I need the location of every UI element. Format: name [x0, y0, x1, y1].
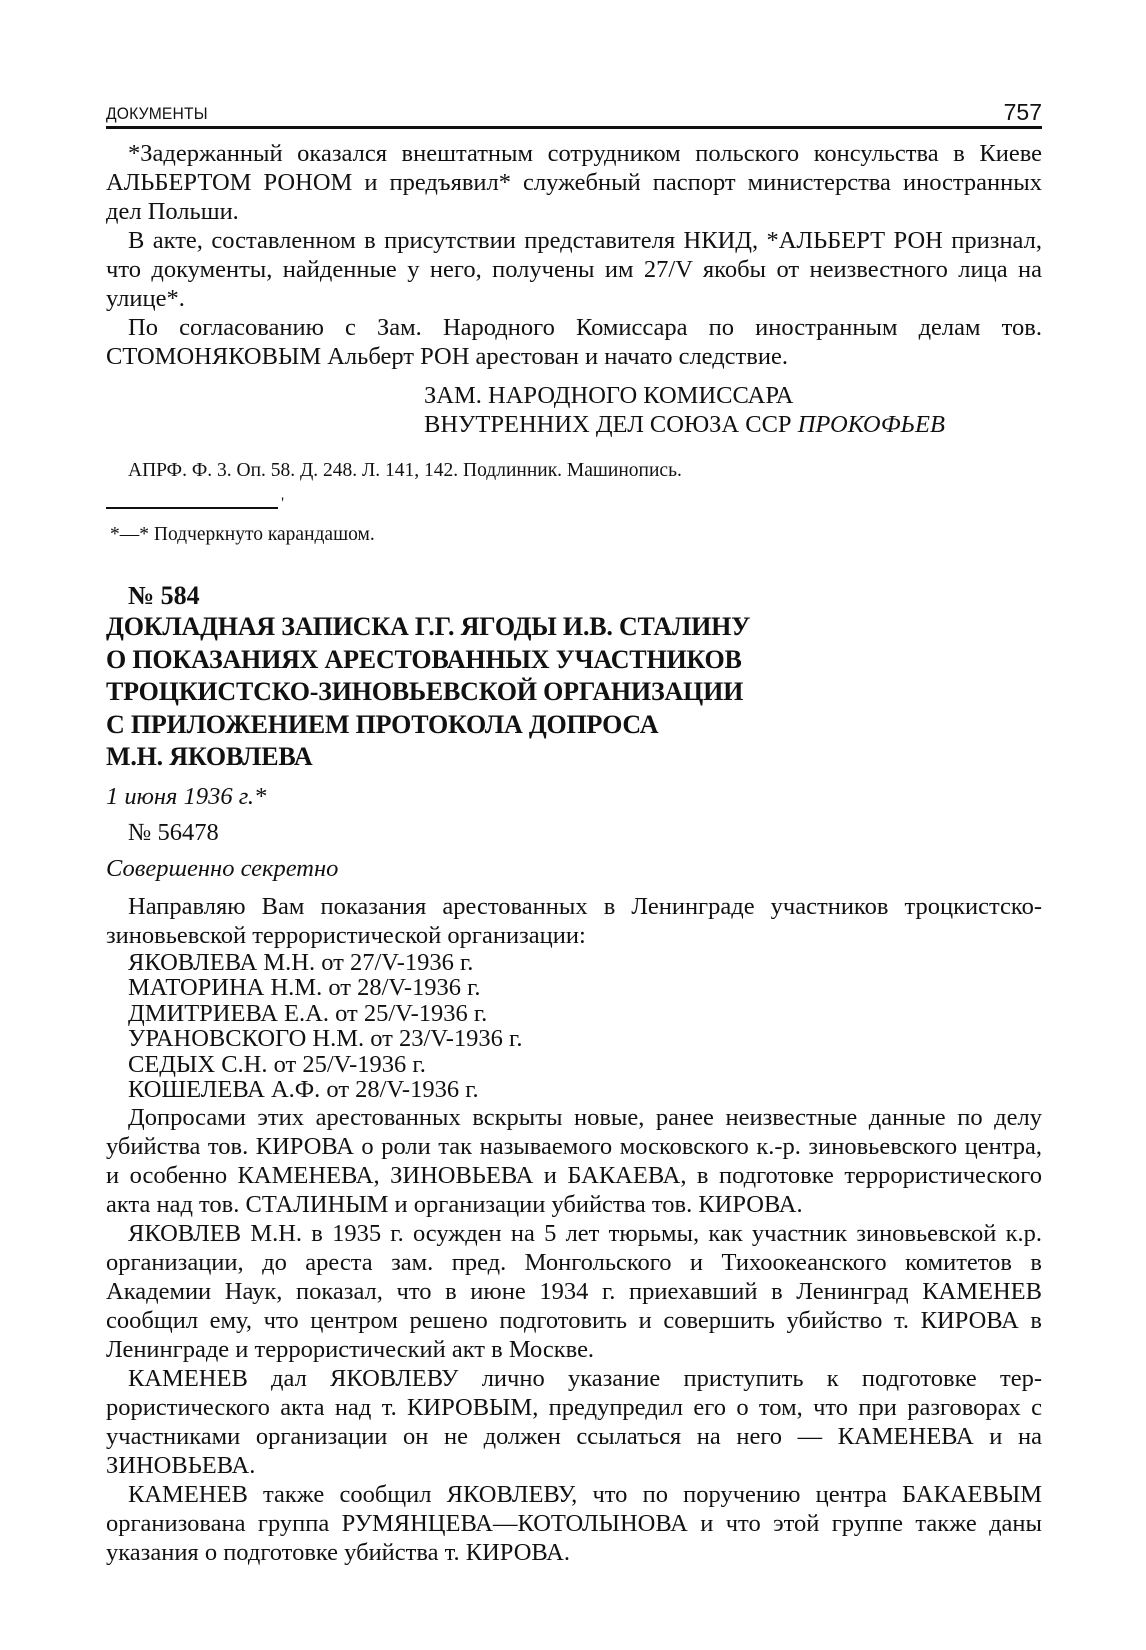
witness-item: МАТОРИНА Н.М. от 28/V-1936 г.: [128, 974, 481, 1001]
document-title: [106, 611, 1042, 774]
document-number: № 584: [128, 581, 200, 610]
document-title-line: М.Н. ЯКОВЛЕВА: [106, 742, 313, 771]
previous-document-continuation: [106, 139, 1042, 371]
archive-reference: АПРФ. Ф. 3. Оп. 58. Д. 248. Л. 141, 142. Подлинник. Машинопись.: [128, 460, 682, 481]
signature-title-line-2: [424, 410, 1042, 439]
registration-number: № 56478: [128, 818, 219, 846]
classification-stamp: Совершенно секретно: [106, 854, 339, 882]
paragraph: Допросами этих арестованных вскрыты новые, ранее неизвестные данные по делу убийства тов. КИРОВА о роли так называемого московского к.-р. зиновьевского центра, и особенно КАМЕНЕВА, ЗИНОВЬЕВА и БАКАЕВА, в подготовке террористического акта над тов. СТАЛИНЫМ и организации убийства тов. КИРОВА.: [106, 1103, 1042, 1218]
witness-item: УРАНОВСКОГО Н.М. от 23/V-1936 г.: [128, 1025, 523, 1052]
running-title: ДОКУМЕНТЫ: [106, 104, 208, 123]
paragraph: По согласованию с Зам. Народного Комиссара по иностранным делам тов. СТОМОНЯКОВЫМ Альберт РОН арестован и начато следствие.: [106, 314, 1042, 370]
paragraph: В акте, составленном в присутствии представителя НКИД, *АЛЬБЕРТ РОН признал, что документы, найденные у него, получены им 27/V якобы от неизвестного лица на улице*.: [106, 227, 1042, 312]
running-header: [106, 94, 1042, 129]
witness-list: [106, 950, 1042, 1103]
signature-title-text: ВНУТРЕННИХ ДЕЛ СОЮЗА ССР: [424, 411, 798, 438]
witness-item: КОШЕЛЕВА А.Ф. от 28/V-1936 г.: [128, 1076, 479, 1103]
paragraph: *Задержанный оказался внештатным сотрудником польского консульства в Киеве АЛЬБЕРТОМ РОНОМ и предъявил* служебный паспорт министерства иностранных дел Польши.: [106, 140, 1042, 225]
paragraph: ЯКОВЛЕВ М.Н. в 1935 г. осужден на 5 лет тюрьмы, как участник зиновьевской к.р. организации, до ареста зам. пред. Монгольского и Тихоокеанского комитетов в Академии Наук, показал, что в июне 1934 г. приехавший в Ленинград КАМЕНЕВ сообщил ему, что центром решено подготовить и совершить убийство т. КИРОВА в Ленинграде и террористический акт в Москве.: [106, 1219, 1042, 1363]
document-title-line: ДОКЛАДНАЯ ЗАПИСКА Г.Г. ЯГОДЫ И.В. СТАЛИНУ: [106, 612, 751, 641]
document-date: 1 июня 1936 г.*: [106, 782, 267, 810]
page-number: 757: [1003, 99, 1042, 125]
document-title-line: ТРОЦКИСТСКО-ЗИНОВЬЕВСКОЙ ОРГАНИЗАЦИИ: [106, 677, 744, 706]
witness-item: ЯКОВЛЕВА М.Н. от 27/V-1936 г.: [128, 948, 474, 976]
document-page: [106, 94, 1042, 1567]
signature-block: [424, 381, 1042, 439]
intro-paragraph: Направляю Вам показания арестованных в Ленинграде участников троцкистско-зиновьевской террористической организации:: [106, 892, 1042, 949]
document-title-line: С ПРИЛОЖЕНИЕМ ПРОТОКОЛА ДОПРОСА: [106, 709, 659, 739]
signature-title-line-1: ЗАМ. НАРОДНОГО КОМИССАРА: [424, 382, 794, 409]
paragraph: КАМЕНЕВ дал ЯКОВЛЕВУ лично указание приступить к подготовке террористического акта над т. КИРОВЫМ, предупредил его о том, что при разговорах с участниками организации он не должен ссылаться на него — КАМЕНЕВА и на ЗИНОВЬЕВА.: [106, 1364, 1042, 1479]
signatory-name: ПРОКОФЬЕВ: [797, 411, 945, 438]
witness-item: ДМИТРИЕВА Е.А. от 25/V-1936 г.: [128, 999, 488, 1027]
witness-item: СЕДЫХ С.Н. от 25/V-1936 г.: [128, 1050, 426, 1078]
footnote-divider: [106, 501, 278, 509]
footnote: *—* Подчеркнуто карандашом.: [110, 524, 375, 545]
document-title-line: О ПОКАЗАНИЯХ АРЕСТОВАННЫХ УЧАСТНИКОВ: [106, 644, 742, 674]
paragraph: КАМЕНЕВ также сообщил ЯКОВЛЕВУ, что по поручению центра БАКАЕВЫМ организована группа РУМЯНЦЕВА—КОТОЛЫНОВА и что этой группе также даны указания о подготовке убийства т. КИРОВА.: [106, 1480, 1042, 1566]
